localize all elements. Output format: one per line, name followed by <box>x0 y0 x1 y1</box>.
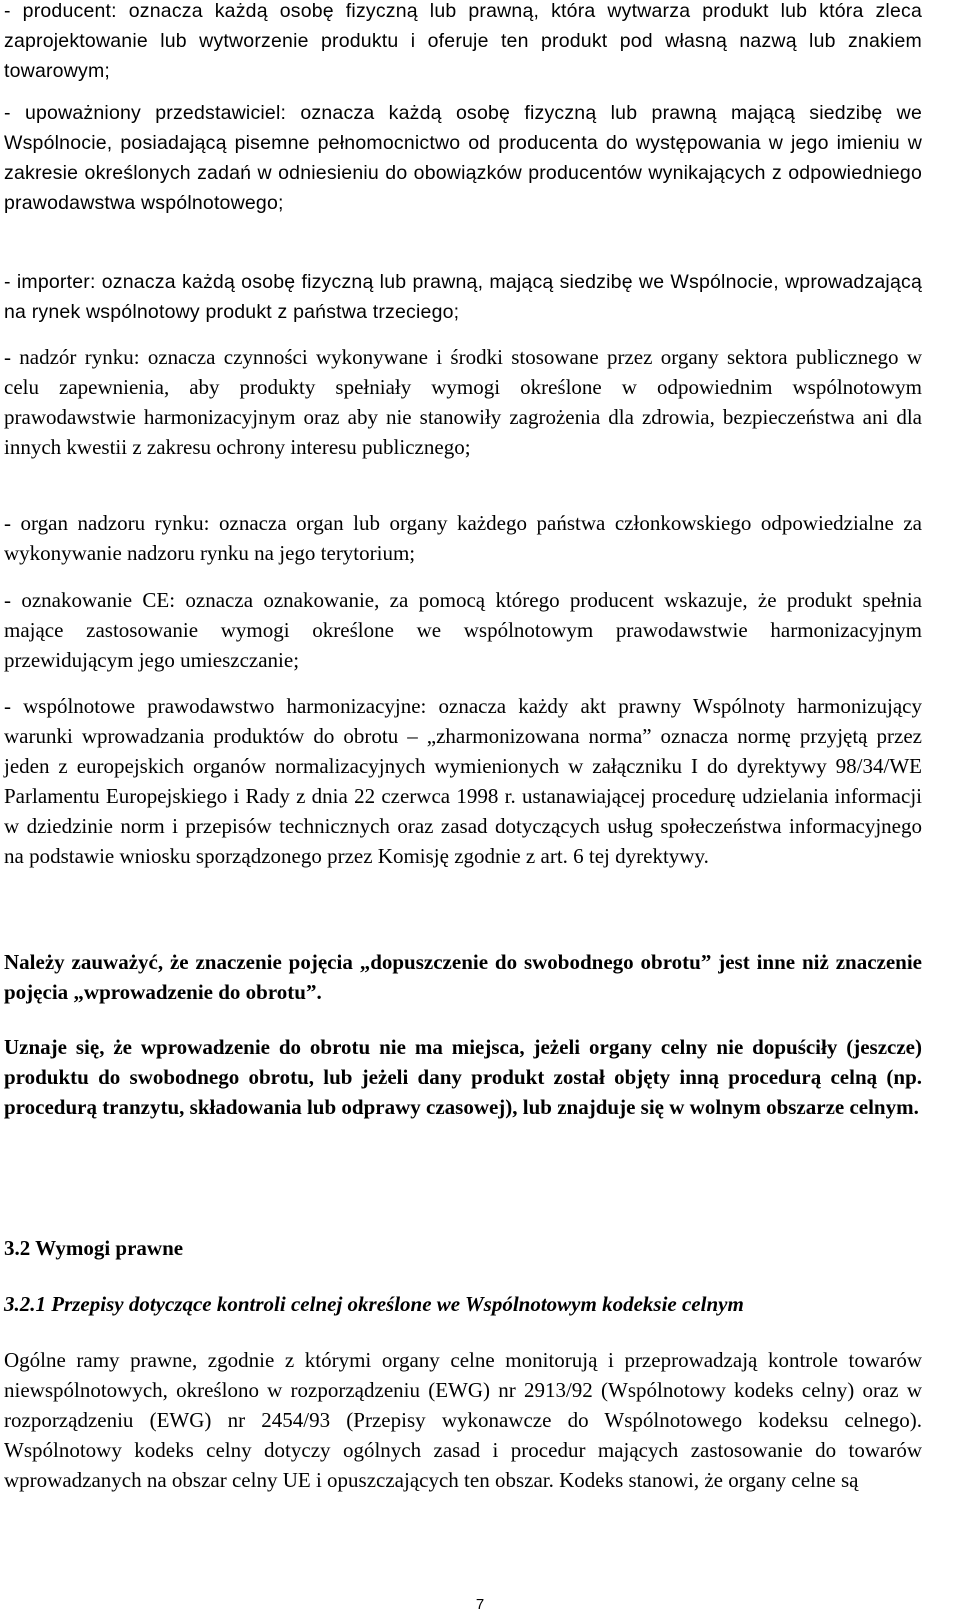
section-heading: 3.2 Wymogi prawne <box>4 1236 184 1260</box>
body-paragraph: Ogólne ramy prawne, zgodnie z którymi organy celne monitorują i przeprowadzają kontrole towarów niewspólnotowych, określono w rozporządzeniu (EWG) nr 2913/92 (Wspólnotowy kodeks celny) oraz w rozporządzeniu (EWG) nr 2454/93 (Przepisy wykonawcze do Wspólnotowego kodeksu celnego). Wspólnotowy kodeks celny dotyczy ogólnych zasad i procedur mających zastosowanie do towarów wprowadzanych na obszar celny UE i opuszczających ten obszar. Kodeks stanowi, że organy celne są <box>4 1348 922 1492</box>
definition-upowazniony-przedstawiciel: - upoważniony przedstawiciel: oznacza każdą osobę fizyczną lub prawną mającą siedzibę we Wspólnocie, posiadającą pisemne pełnomocnictwo od producenta do występowania w jego imieniu w zakresie określonych zadań w odniesieniu do obowiązków producentów wynikających z odpowiedniego prawodawstwa wspólnotowego; <box>4 102 922 214</box>
note-brak-wprowadzenia-do-obrotu: Uznaje się, że wprowadzenie do obrotu nie ma miejsca, jeżeli organy celny nie dopuściły (jeszcze) produktu do swobodnego obrotu, lub jeżeli dany produkt został objęty inną procedurą celną (np. procedurą tranzytu, składowania lub odprawy czasowej), lub znajduje się w wolnym obszarze celnym. <box>4 1035 922 1119</box>
note-dopuszczenie-do-obrotu: Należy zauważyć, że znaczenie pojęcia „dopuszczenie do swobodnego obrotu” jest inne niż znaczenie pojęcia „wprowadzenie do obrotu”. <box>4 950 922 1004</box>
definition-producent: - producent: oznacza każdą osobę fizyczną lub prawną, która wytwarza produkt lub która zleca zaprojektowanie lub wytworzenie produktu i oferuje ten produkt pod własną nazwą lub znakiem towarowym; <box>4 0 922 82</box>
definition-oznakowanie-ce: - oznakowanie CE: oznacza oznakowanie, za pomocą którego producent wskazuje, że produkt spełnia mające zastosowanie wymogi określone we wspólnotowym prawodawstwie harmonizacyjnym przewidującym jego umieszczanie; <box>4 588 922 672</box>
definition-importer: - importer: oznacza każdą osobę fizyczną lub prawną, mającą siedzibę we Wspólnocie, wprowadzającą na rynek wspólnotowy produkt z państwa trzeciego; <box>4 271 922 323</box>
definition-prawodawstwo-harmonizacyjne: - wspólnotowe prawodawstwo harmonizacyjne: oznacza każdy akt prawny Wspólnoty harmonizujący warunki wprowadzania produktów do obrotu – „zharmonizowana norma” oznacza normę przyjętą przez jeden z europejskich organów normalizacyjnych wymienionych w załączniku I do dyrektywy 98/34/WE Parlamentu Europejskiego i Rady z dnia 22 czerwca 1998 r. ustanawiającej procedurę udzielania informacji w dziedzinie norm i przepisów technicznych oraz zasad dotyczących usług społeczeństwa informacyjnego na podstawie wniosku sporządzonego przez Komisję zgodnie z art. 6 tej dyrektywy. <box>4 694 922 868</box>
definition-nadzor-rynku: - nadzór rynku: oznacza czynności wykonywane i środki stosowane przez organy sektora publicznego w celu zapewnienia, aby produkty spełniały wymogi określone w odpowiednim wspólnotowym prawodawstwie harmonizacyjnym oraz aby nie stanowiły zagrożenia dla zdrowia, bezpieczeństwa ani dla innych kwestii z zakresu ochrony interesu publicznego; <box>4 345 922 459</box>
definition-organ-nadzoru-rynku: - organ nadzoru rynku: oznacza organ lub organy każdego państwa członkowskiego odpowiedzialne za wykonywanie nadzoru rynku na jego terytorium; <box>4 511 922 565</box>
page-number: 7 <box>475 1596 485 1613</box>
subsection-heading: 3.2.1 Przepisy dotyczące kontroli celnej określone we Wspólnotowym kodeksie celnym <box>4 1292 744 1316</box>
